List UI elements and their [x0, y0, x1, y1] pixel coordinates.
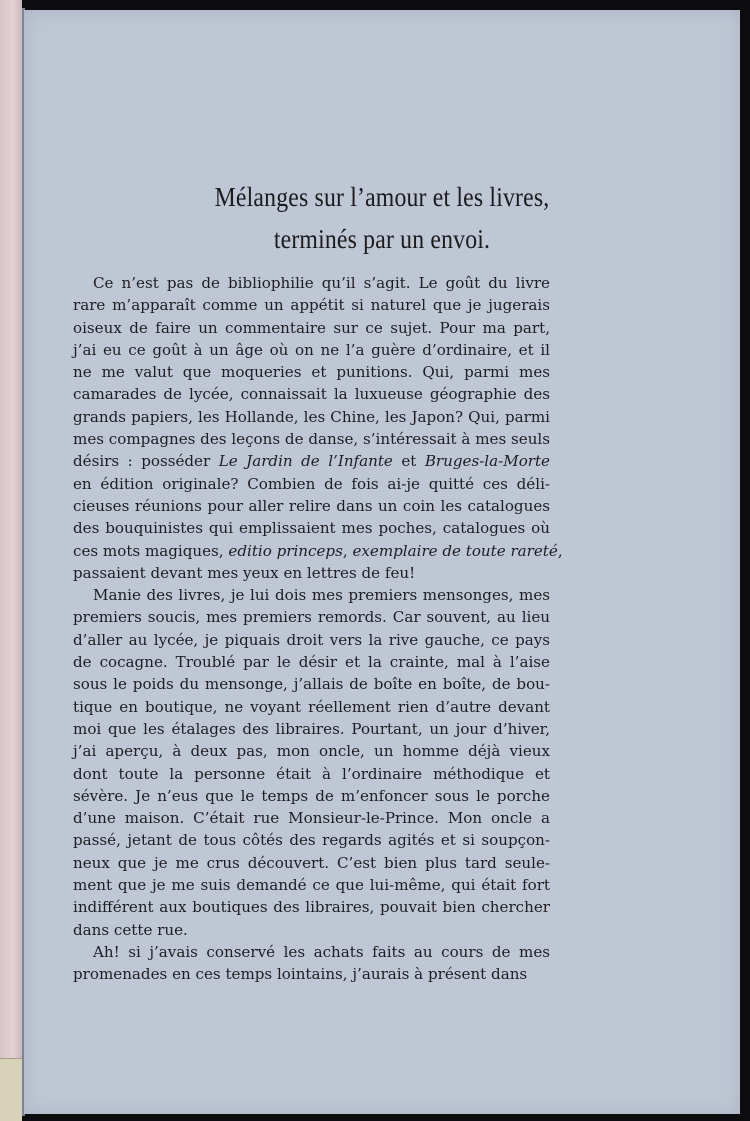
text-line — [73, 272, 550, 294]
text-span: Ce n’est pas de bibliophilie qu’il s’agit. Le goût du livre — [93, 274, 550, 292]
text-line — [73, 495, 550, 517]
text-line — [73, 629, 550, 651]
text-line — [73, 383, 550, 405]
text-span: , — [557, 541, 563, 560]
text-span: oiseux de faire un commentaire sur ce sujet. Pour ma part, — [73, 318, 550, 337]
text-line — [73, 584, 550, 606]
adjacent-page-edge — [0, 0, 22, 1121]
text-span: , — [342, 541, 353, 560]
text-span: mes compagnes des leçons de danse, s’intéressait à mes seuls — [73, 430, 550, 449]
paragraph — [73, 272, 563, 584]
text-line — [73, 473, 550, 495]
text-span: sévère. Je n’eus que le temps de m’enfoncer sous le porche — [73, 786, 550, 805]
text-line — [73, 450, 550, 472]
text-line — [73, 562, 550, 584]
text-span: j’ai eu ce goût à un âge où on ne l’a guère d’ordinaire, et il — [73, 340, 550, 359]
text-line — [73, 317, 550, 339]
text-span: neux que je me crus découvert. C’est bien plus tard seule- — [73, 853, 550, 872]
text-line — [73, 718, 550, 740]
text-span: ne me valut que moqueries et punitions. Qui, parmi mes — [73, 363, 550, 382]
text-span: Manie des livres, je lui dois mes premiers mensonges, mes — [93, 586, 550, 605]
italic-title-span: Le Jardin de l’Infante — [218, 452, 393, 471]
text-span: tique en boutique, ne voyant réellement rien d’autre devant — [73, 697, 550, 716]
book-page — [24, 10, 740, 1114]
text-span: camarades de lycée, connaissait la luxueuse géographie des — [73, 385, 550, 404]
text-line — [73, 941, 550, 963]
text-line — [73, 294, 550, 316]
text-span: moi que les étalages des libraires. Pourtant, un jour d’hiver, — [73, 719, 550, 738]
body-text — [73, 272, 563, 986]
text-span: passaient devant mes yeux en lettres de feu! — [73, 563, 416, 582]
text-span: grands papiers, les Hollande, les Chine, les Japon? Qui, parmi — [73, 407, 550, 426]
text-span: dans cette rue. — [73, 920, 188, 939]
text-span: et — [392, 452, 425, 471]
text-span: rare m’apparaît comme un appétit si naturel que je jugerais — [73, 296, 550, 315]
text-span: cieuses réunions pour aller relire dans un coin les catalogues — [73, 496, 550, 515]
text-span: de cocagne. Troublé par le désir et la crainte, mal à l’aise — [73, 653, 550, 672]
text-line — [73, 517, 550, 539]
text-line — [73, 406, 550, 428]
text-span: en édition originale? Combien de fois ai-je quitté ces déli- — [73, 474, 550, 493]
text-line — [73, 807, 550, 829]
text-line — [73, 852, 550, 874]
chapter-title-line-1: Mélanges sur l’amour et les livres, — [214, 182, 550, 212]
text-span: indifférent aux boutiques des libraires, pouvait bien chercher — [73, 898, 550, 917]
page-tab-marker — [0, 1058, 22, 1121]
text-line — [73, 696, 550, 718]
italic-title-span: Bruges-la-Morte — [424, 452, 550, 471]
text-span: d’une maison. C’était rue Monsieur-le-Prince. Mon oncle a — [73, 809, 550, 828]
text-line — [73, 339, 550, 361]
text-line — [73, 606, 550, 628]
text-line — [73, 963, 550, 985]
text-line — [73, 361, 550, 383]
text-line — [73, 919, 550, 941]
text-line — [73, 785, 550, 807]
text-span: des bouquinistes qui emplissaient mes poches, catalogues où — [73, 519, 550, 538]
text-span: ces mots magiques, — [73, 541, 229, 560]
text-span: promenades en ces temps lointains, j’aurais à présent dans — [73, 965, 528, 984]
text-line — [73, 896, 550, 918]
text-line — [73, 651, 550, 673]
text-span: désirs : posséder — [73, 452, 219, 471]
text-span: sous le poids du mensonge, j’allais de boîte en boîte, de bou- — [73, 675, 550, 694]
chapter-title — [67, 176, 697, 260]
text-span: Ah! si j’avais conservé les achats faits au cours de mes — [93, 942, 550, 961]
text-line — [73, 829, 550, 851]
text-span: passé, jetant de tous côtés des regards agités et si soupçon- — [73, 831, 550, 850]
text-span: dont toute la personne était à l’ordinaire méthodique et — [73, 764, 550, 783]
paragraph — [73, 941, 550, 986]
text-line — [73, 763, 550, 785]
text-line — [73, 673, 550, 695]
text-line — [73, 428, 550, 450]
chapter-title-line-2: terminés par un envoi. — [273, 224, 491, 254]
text-line — [73, 740, 550, 762]
text-line — [73, 540, 563, 562]
italic-title-span: exemplaire de toute rareté — [352, 541, 558, 560]
text-span: j’ai aperçu, à deux pas, mon oncle, un homme déjà vieux — [73, 742, 550, 761]
text-span: ment que je me suis demandé ce que lui-même, qui était fort — [73, 876, 550, 895]
text-span: premiers soucis, mes premiers remords. Car souvent, au lieu — [73, 608, 550, 627]
text-span: d’aller au lycée, je piquais droit vers la rive gauche, ce pays — [73, 630, 550, 649]
paragraph — [73, 584, 550, 941]
italic-title-span: editio princeps — [228, 541, 343, 560]
text-line — [73, 874, 550, 896]
